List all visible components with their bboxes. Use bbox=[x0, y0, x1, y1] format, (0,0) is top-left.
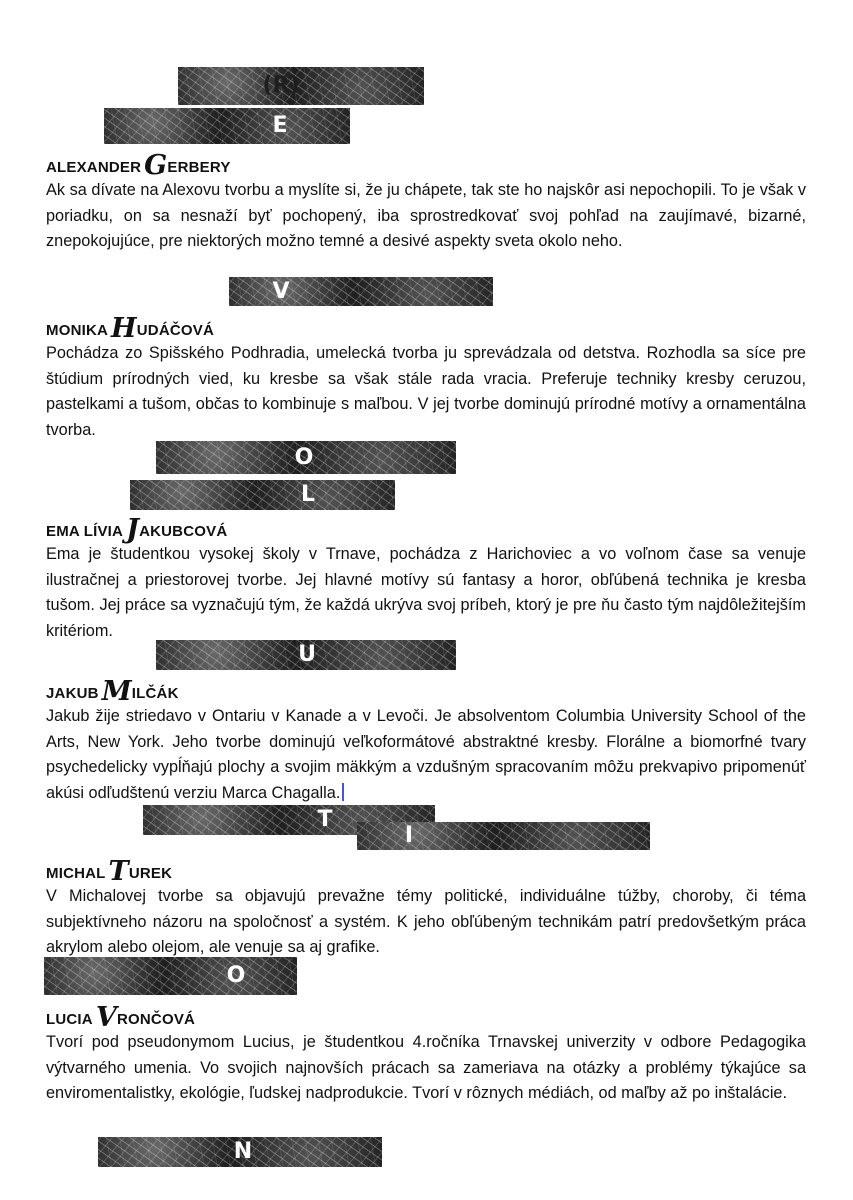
name-initial: V bbox=[95, 1002, 117, 1033]
name-rest: ERBERY bbox=[167, 159, 231, 176]
artist-bio-turek: V Michalovej tvorbe sa objavujú prevažne témy politické, individuálne túžby, choroby, či téma subjektívneho názoru na spoločnosť a systém. K jeho obľúbeným technikám patrí predovšetkým práca akrylom alebo olejom, ale venuje sa aj grafike. bbox=[46, 887, 806, 956]
name-initial: M bbox=[101, 676, 132, 707]
strip-letter: N bbox=[233, 1139, 253, 1164]
strip-letter: T bbox=[317, 807, 333, 832]
strip-letter: (R) bbox=[262, 73, 300, 98]
letter-strip-l bbox=[130, 480, 395, 510]
name-rest: AKUBCOVÁ bbox=[139, 523, 228, 540]
name-first: ALEXANDER bbox=[46, 159, 142, 176]
letter-strip-i bbox=[357, 822, 650, 850]
strip-letter: V bbox=[272, 278, 290, 304]
name-first: MONIKA bbox=[46, 322, 109, 339]
letter-strip-v bbox=[229, 277, 493, 306]
name-first: MICHAL bbox=[46, 865, 106, 882]
name-rest: ILČÁK bbox=[131, 685, 179, 702]
name-first: JAKUB bbox=[46, 685, 99, 702]
artist-bio-vroncova: Tvorí pod pseudonymom Lucius, je študentkou 4.ročníka Trnavskej univerzity v odbore Pedagogika výtvarného umenia. Vo svojich najnovších prácach sa zameriava na otázky a problémy týkajúce sa enviromentalistky, ekológie, ľudskej nadprodukcie. Tvorí v rôznych médiách, od maľby až po inštalácie. bbox=[46, 1033, 806, 1102]
artist-bio-hudacova: Pochádza zo Spišského Podhradia, umelecká tvorba ju sprevádzala od detstva. Rozhodla sa síce pre štúdium prírodných vied, ku kresbe sa však stále rada vracia. Preferuje techniky kresby ceruzou, pastelkami a tušom, občas to kombinuje s maľbou. V jej tvorbe dominujú prírodné motívy a ornamentálna tvorba. bbox=[46, 344, 806, 439]
artist-name-jakubcova bbox=[46, 514, 227, 545]
name-initial: J bbox=[126, 514, 140, 545]
strip-letter: L bbox=[300, 482, 316, 507]
name-first: EMA LÍVIA bbox=[46, 523, 124, 540]
strip-letter: O bbox=[294, 444, 314, 470]
name-rest: RONČOVÁ bbox=[116, 1011, 196, 1028]
letter-strip-o2 bbox=[44, 957, 297, 995]
artist-name-turek bbox=[46, 856, 172, 887]
text-cursor bbox=[342, 783, 344, 801]
name-initial: H bbox=[111, 313, 137, 344]
name-initial: G bbox=[144, 150, 168, 181]
name-first: LUCIA bbox=[46, 1011, 93, 1028]
bio-text: Jakub žije striedavo v Ontariu v Kanade a v Levoči. Je absolventom Columbia University School of the Arts, New York. Jeho tvorbe dominujú veľkoformátové abstraktné kresby. Florálne a biomorfné tvary psychedelicky vypĺňajú plochy a svojim mäkkým a vzdušným spracovaním môžu prekvapivo pripomenúť akúsi odľudštenú verziu Marca Chagalla. bbox=[46, 707, 806, 802]
artist-bio-gerbery: Ak sa dívate na Alexovu tvorbu a myslíte si, že ju chápete, tak ste ho najskôr asi nepochopili. To je však v poriadku, on sa nesnaží byť pochopený, iba sprostredkovať svoj pohľad na zaujímavé, bizarné, znepokojujúce, pre niektorých možno temné a desivé aspekty sveta okolo neho. bbox=[46, 181, 806, 250]
strip-letter: O bbox=[226, 963, 246, 988]
strip-letter: U bbox=[298, 642, 316, 667]
artist-name-hudacova bbox=[46, 313, 214, 344]
artist-bio-jakubcova: Ema je študentkou vysokej školy v Trnave, pochádza z Harichoviec a vo voľnom čase sa venuje ilustračnej a priestorovej tvorbe. Jej hlavné motívy sú fantasy a horor, obľúbená technika je kresba tušom. Jej práce sa vyznačujú tým, že každá ukrýva svoj príbeh, ktorý je pre ňu často tým najdôležitejším kritériom. bbox=[46, 545, 806, 640]
letter-strip-o bbox=[156, 441, 456, 474]
artist-bio-milcak bbox=[46, 704, 806, 806]
artist-name-milcak bbox=[46, 676, 179, 707]
letter-strip-r bbox=[178, 67, 424, 105]
strip-letter: E bbox=[272, 113, 288, 138]
letter-strip-u bbox=[156, 640, 456, 670]
artist-name-vroncova bbox=[46, 1002, 195, 1033]
name-rest: UREK bbox=[128, 865, 173, 882]
letter-strip-e bbox=[104, 108, 350, 144]
name-initial: T bbox=[108, 856, 129, 887]
letter-strip-n bbox=[98, 1137, 382, 1167]
strip-letter: I bbox=[404, 823, 414, 848]
artist-name-gerbery bbox=[46, 150, 231, 181]
name-rest: UDÁČOVÁ bbox=[136, 322, 214, 339]
